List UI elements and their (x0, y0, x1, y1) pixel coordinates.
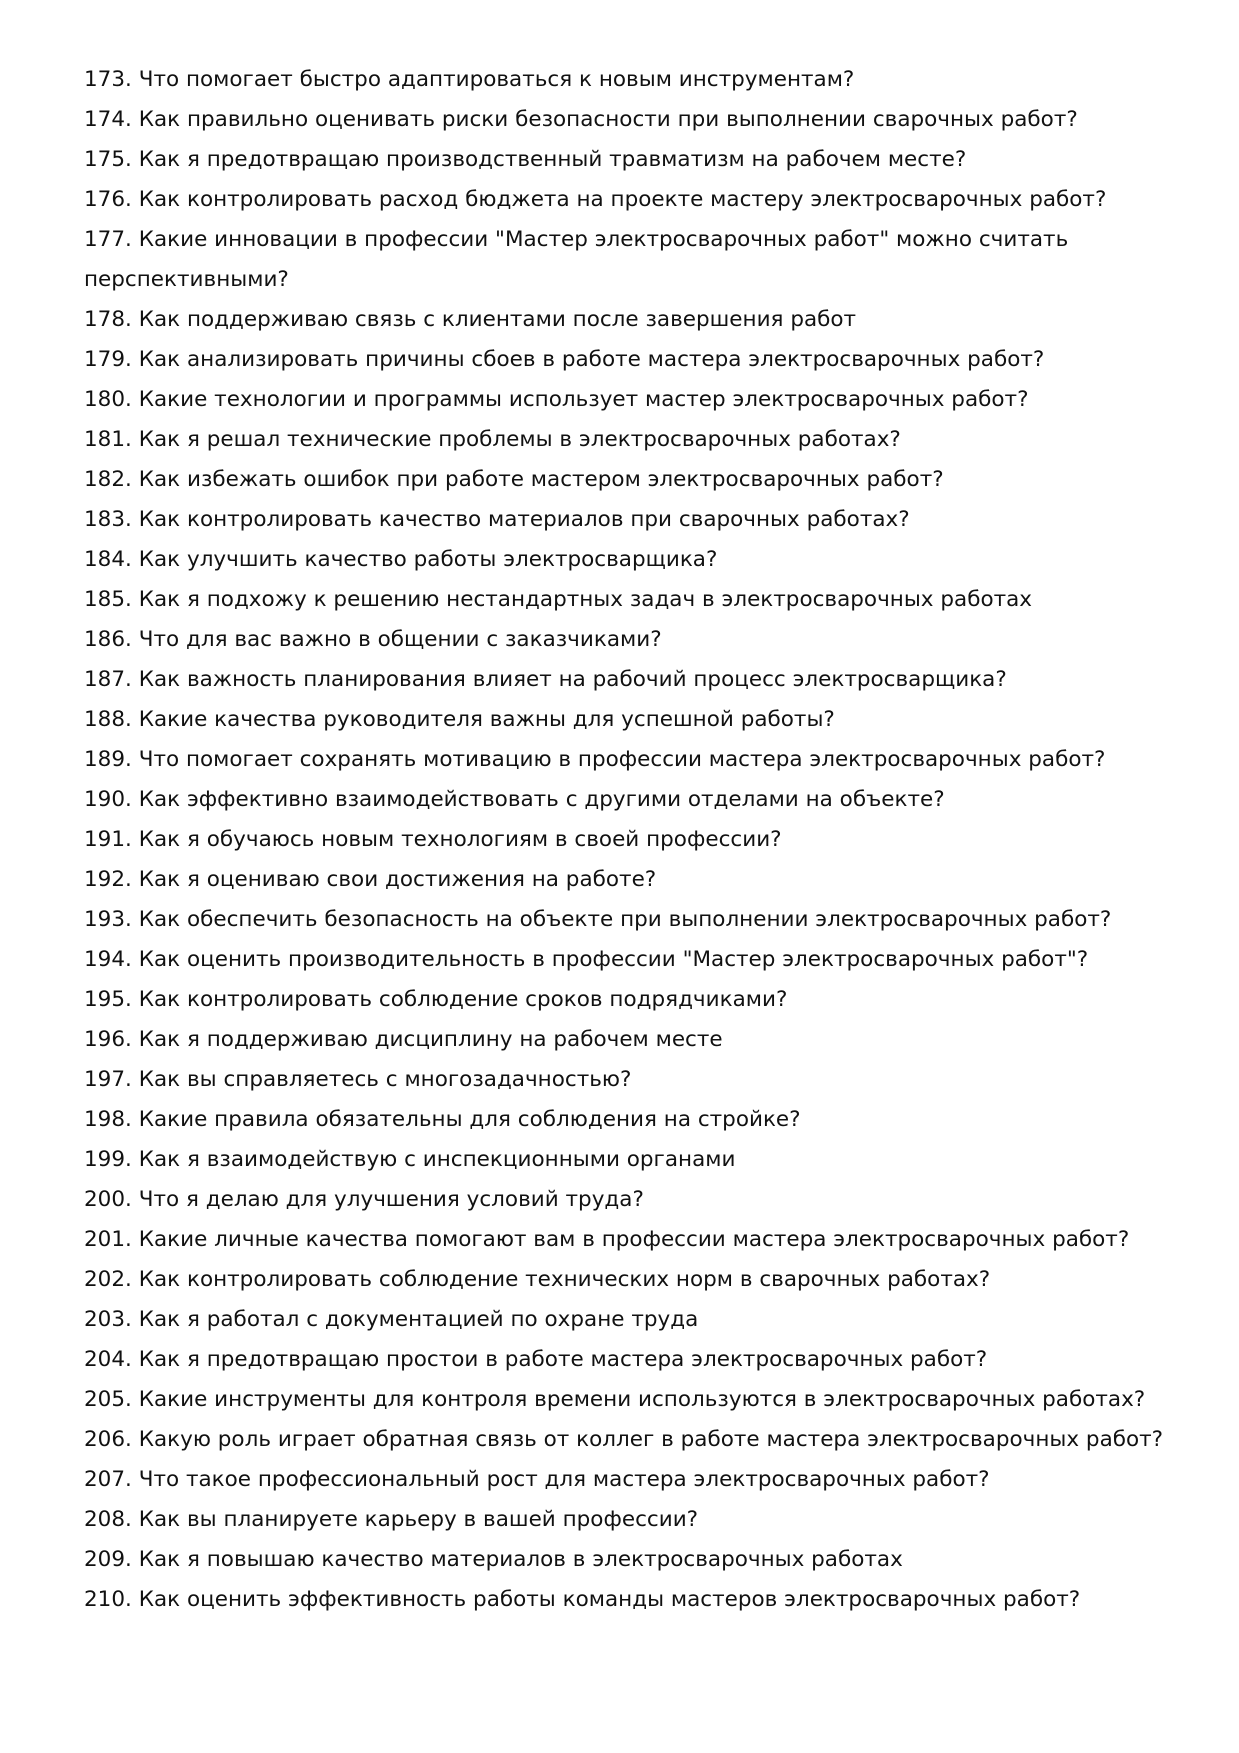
list-item-206: 206. Какую роль играет обратная связь от коллег в работе мастера электросварочных работ? (84, 1427, 1164, 1452)
list-item-202: 202. Как контролировать соблюдение технических норм в сварочных работах? (84, 1267, 991, 1292)
list-item-173: 173. Что помогает быстро адаптироваться к новым инструментам? (84, 67, 855, 92)
list-item-200: 200. Что я делаю для улучшения условий труда? (84, 1187, 644, 1212)
list-item-185: 185. Как я подхожу к решению нестандартных задач в электросварочных работах (84, 587, 1033, 612)
list-item-201: 201. Какие личные качества помогают вам в профессии мастера электросварочных работ? (84, 1227, 1130, 1252)
list-item-192: 192. Как я оцениваю свои достижения на работе? (84, 867, 657, 892)
list-item-186: 186. Что для вас важно в общении с заказчиками? (84, 627, 662, 652)
list-item-198: 198. Какие правила обязательны для соблюдения на стройке? (84, 1107, 801, 1132)
list-item-208: 208. Как вы планируете карьеру в вашей профессии? (84, 1507, 699, 1532)
list-item-183: 183. Как контролировать качество материалов при сварочных работах? (84, 507, 910, 532)
list-item-191: 191. Как я обучаюсь новым технологиям в своей профессии? (84, 827, 782, 852)
list-item-175: 175. Как я предотвращаю производственный травматизм на рабочем месте? (84, 147, 967, 172)
list-item-196: 196. Как я поддерживаю дисциплину на рабочем месте (84, 1027, 723, 1052)
list-item-210: 210. Как оценить эффективность работы команды мастеров электросварочных работ? (84, 1587, 1081, 1612)
list-item-189: 189. Что помогает сохранять мотивацию в профессии мастера электросварочных работ? (84, 747, 1106, 772)
list-item-197: 197. Как вы справляетесь с многозадачностью? (84, 1067, 632, 1092)
list-item-199: 199. Как я взаимодействую с инспекционными органами (84, 1147, 736, 1172)
list-item-205: 205. Какие инструменты для контроля времени используются в электросварочных работах? (84, 1387, 1146, 1412)
list-item-179: 179. Как анализировать причины сбоев в работе мастера электросварочных работ? (84, 347, 1045, 372)
list-item-187: 187. Как важность планирования влияет на рабочий процесс электросварщика? (84, 667, 1007, 692)
list-item-193: 193. Как обеспечить безопасность на объекте при выполнении электросварочных работ? (84, 907, 1112, 932)
list-item-195: 195. Как контролировать соблюдение сроков подрядчиками? (84, 987, 788, 1012)
list-item-178: 178. Как поддерживаю связь с клиентами после завершения работ (84, 307, 857, 332)
list-item-203: 203. Как я работал с документацией по охране труда (84, 1307, 699, 1332)
list-item-181: 181. Как я решал технические проблемы в электросварочных работах? (84, 427, 901, 452)
list-item-209: 209. Как я повышаю качество материалов в электросварочных работах (84, 1547, 903, 1572)
list-item-182: 182. Как избежать ошибок при работе мастером электросварочных работ? (84, 467, 944, 492)
list-item-174: 174. Как правильно оценивать риски безопасности при выполнении сварочных работ? (84, 107, 1078, 132)
list-item-194: 194. Как оценить производительность в профессии "Мастер электросварочных работ"? (84, 947, 1089, 972)
list-item-188: 188. Какие качества руководителя важны для успешной работы? (84, 707, 835, 732)
list-item-180: 180. Какие технологии и программы использует мастер электросварочных работ? (84, 387, 1029, 412)
list-item-176: 176. Как контролировать расход бюджета на проекте мастеру электросварочных работ? (84, 187, 1107, 212)
list-item-207: 207. Что такое профессиональный рост для мастера электросварочных работ? (84, 1467, 990, 1492)
list-item-184: 184. Как улучшить качество работы электросварщика? (84, 547, 718, 572)
list-item-204: 204. Как я предотвращаю простои в работе мастера электросварочных работ? (84, 1347, 988, 1372)
list-item-177: 177. Какие инновации в профессии "Мастер электросварочных работ" можно считать перспективными? (84, 227, 1069, 292)
question-list (84, 60, 1164, 1620)
list-item-190: 190. Как эффективно взаимодействовать с другими отделами на объекте? (84, 787, 945, 812)
